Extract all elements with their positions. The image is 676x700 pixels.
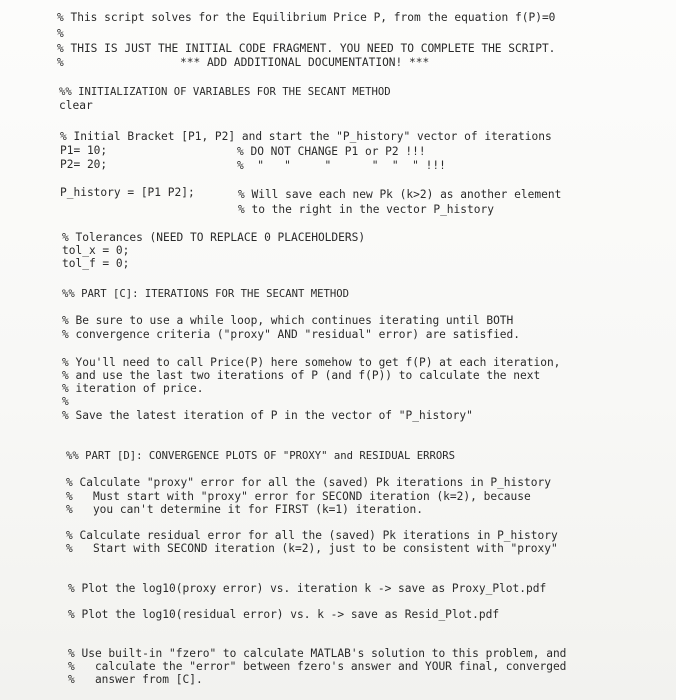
part-d-line-4: % Calculate residual error for all the (saved) Pk iterations in P_history xyxy=(66,529,558,542)
part-c-line-1: % Be sure to use a while loop, which continues iterating until BOTH xyxy=(62,314,514,327)
part-d-line-1: % Calculate "proxy" error for all the (saved) Pk iterations in P_history xyxy=(66,476,551,489)
part-c-section-header: %% PART [C]: ITERATIONS FOR THE SECANT METHOD xyxy=(62,288,350,300)
part-d-section-header: %% PART [D]: CONVERGENCE PLOTS OF "PROXY" and RESIDUAL ERRORS xyxy=(66,450,456,462)
header-line-1: % This script solves for the Equilibrium Price P, from the equation f(P)=0 xyxy=(57,11,556,24)
part-d-line-5: % Start with SECOND iteration (k=2), just to be consistent with "proxy" xyxy=(66,542,558,555)
part-d-line-9: % calculate the "error" between fzero's answer and YOUR final, converged xyxy=(68,660,567,673)
p-history-assignment: P_history = [P1 P2]; xyxy=(60,186,195,199)
part-d-line-10: % answer from [C]. xyxy=(68,673,203,686)
p1-comment: % DO NOT CHANGE P1 or P2 !!! xyxy=(237,145,426,158)
part-c-line-4: % and use the last two iterations of P (and f(P)) to calculate the next xyxy=(62,369,541,382)
clear-statement: clear xyxy=(59,99,93,112)
part-c-line-5: % iteration of price. xyxy=(62,382,204,395)
part-c-line-3: % You'll need to call Price(P) here somehow to get f(P) at each iteration, xyxy=(62,356,561,369)
bracket-comment: % Initial Bracket [P1, P2] and start the "P_history" vector of iterations xyxy=(60,130,552,143)
part-c-line-6: % xyxy=(62,395,69,408)
p1-assignment: P1= 10; xyxy=(60,144,108,157)
part-d-line-6: % Plot the log10(proxy error) vs. iteration k -> save as Proxy_Plot.pdf xyxy=(68,582,547,595)
part-d-line-3: % you can't determine it for FIRST (k=1) iteration. xyxy=(66,503,423,516)
header-line-4b: *** ADD ADDITIONAL DOCUMENTATION! *** xyxy=(180,56,430,69)
tolerances-comment: % Tolerances (NEED TO REPLACE 0 PLACEHOLDERS) xyxy=(62,231,366,244)
tol-x-assignment: tol_x = 0; xyxy=(62,244,130,257)
init-section-header: %% INITIALIZATION OF VARIABLES FOR THE SECANT METHOD xyxy=(59,86,391,98)
part-c-line-2: % convergence criteria ("proxy" AND "residual" error) are satisfied. xyxy=(62,328,521,341)
tol-f-assignment: tol_f = 0; xyxy=(62,257,130,270)
p-history-comment-1: % Will save each new Pk (k>2) as another element xyxy=(238,188,562,201)
header-line-3: % THIS IS JUST THE INITIAL CODE FRAGMENT. YOU NEED TO COMPLETE THE SCRIPT. xyxy=(57,42,556,55)
header-line-4: % xyxy=(57,56,64,69)
part-d-line-8: % Use built-in "fzero" to calculate MATLAB's solution to this problem, and xyxy=(68,647,567,660)
p2-assignment: P2= 20; xyxy=(60,158,108,171)
part-c-line-7: % Save the latest iteration of P in the vector of "P_history" xyxy=(62,409,473,422)
part-d-line-7: % Plot the log10(residual error) vs. k -> save as Resid_Plot.pdf xyxy=(68,608,500,621)
header-line-2: % xyxy=(57,27,64,40)
p-history-comment-2: % to the right in the vector P_history xyxy=(238,203,494,216)
part-d-line-2: % Must start with "proxy" error for SECOND iteration (k=2), because xyxy=(66,490,531,503)
p2-comment: % " " " " " " !!! xyxy=(237,159,446,172)
